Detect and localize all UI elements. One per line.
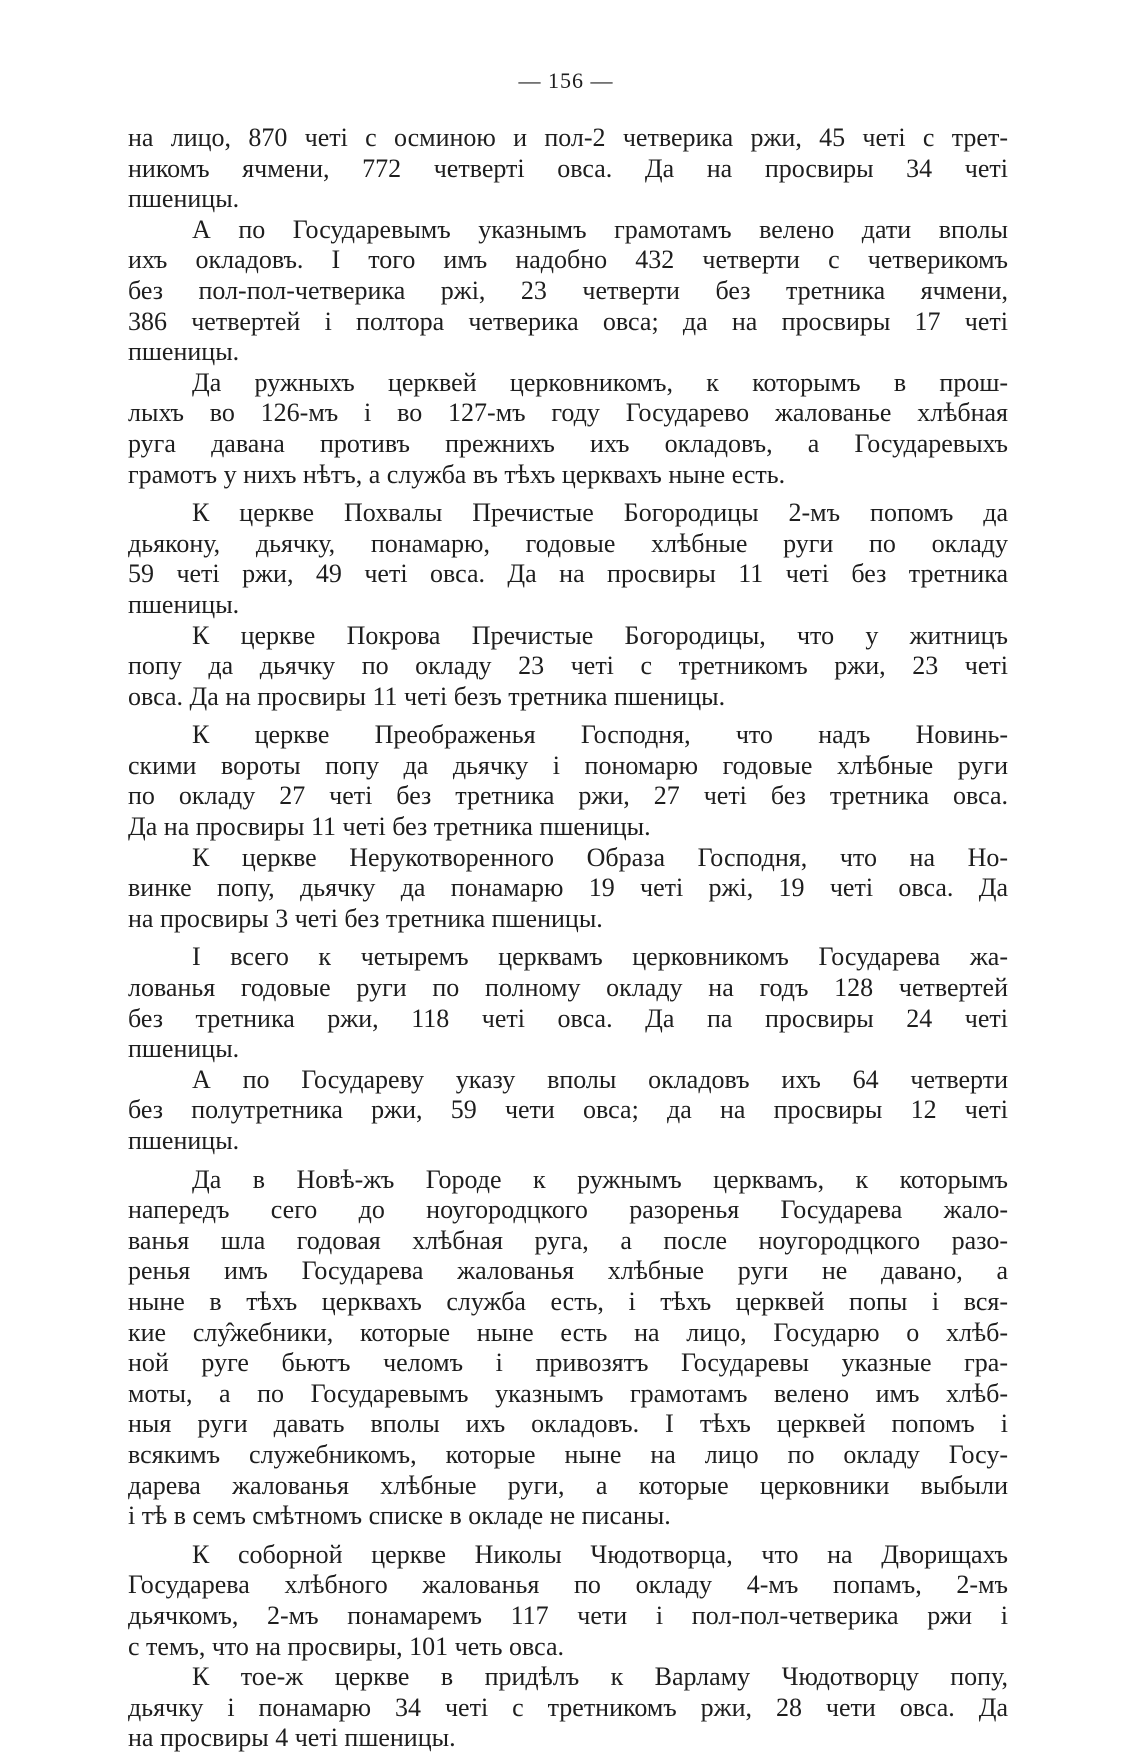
text-line: К церкве Нерукотворенного Образа Господня, что на Но-	[192, 842, 1008, 872]
text-line: К церкве Покрова Пречистые Богородицы, что у житницъ	[192, 620, 1008, 650]
text-line: К церкве Преображенья Господня, что надъ Новинь-	[192, 720, 1008, 750]
text-line: ванья шла годовая хлѣбная руга, а после ноугородцкого разо-	[128, 1225, 1008, 1255]
text-line: К соборной церкве Николы Чюдотворца, что на Дворищахъ	[192, 1539, 1008, 1569]
text-line: І всего к четыремъ церквамъ церковникомъ Государева жа-	[192, 942, 1008, 972]
text-line: пшеницы.	[128, 337, 240, 367]
text-line: ныне в тѣхъ церквахъ служба есть, і тѣхъ церквей попы і вся-	[128, 1286, 1008, 1316]
page-number: — 156 —	[518, 68, 614, 93]
text-line: всякимъ служебникомъ, которые ныне на лицо по окладу Госу-	[128, 1439, 1008, 1469]
paragraph	[128, 215, 1008, 368]
text-line: попу да дьячку по окладу 23 четі с третникомъ ржи, 23 четі	[128, 651, 1008, 681]
text-line: без третника ржи, 118 четі овса. Да па просвиры 24 четі	[128, 1003, 1008, 1033]
text-line: напередъ сего до ноугородцкого разоренья Государева жало-	[128, 1195, 1008, 1225]
text-line: К церкве Похвалы Пречистые Богородицы 2-мъ попомъ да	[192, 498, 1008, 528]
paragraph	[128, 498, 1008, 620]
page-text	[128, 123, 1008, 1754]
text-line: А по Государеву указу вполы окладовъ ихъ 64 четверти	[192, 1064, 1008, 1094]
text-line: пшеницы.	[128, 1034, 240, 1064]
text-line: на просвиры 4 четі пшеницы.	[128, 1723, 456, 1753]
text-line: дьячкомъ, 2-мъ понамаремъ 117 чети і пол-пол-четверика ржи і	[128, 1600, 1008, 1630]
text-line: Да ружныхъ церквей церковникомъ, к которымъ в прош-	[192, 367, 1008, 397]
paragraph	[128, 843, 1008, 935]
text-line: лованья годовые руги по полному окладу на годъ 128 четвертей	[128, 973, 1008, 1003]
text-line: ной руге бьютъ челомъ і привозятъ Государевы указные гра-	[128, 1348, 1008, 1378]
paragraph	[128, 1165, 1008, 1532]
text-line: грамотъ у нихъ нѣтъ, а служба въ тѣхъ церквахъ ныне есть.	[128, 459, 786, 489]
text-line: никомъ ячмени, 772 четверті овса. Да на просвиры 34 четі	[128, 153, 1008, 183]
text-line: винке попу, дьячку да понамарю 19 четі ржі, 19 четі овса. Да	[128, 873, 1008, 903]
text-line: 386 четвертей і полтора четверика овса; да на просвиры 17 четі	[128, 306, 1008, 336]
text-line: пшеницы.	[128, 1126, 240, 1155]
paragraph	[128, 942, 1008, 1064]
text-line: пшеницы.	[128, 184, 240, 214]
text-line: і тѣ в семъ смѣтномъ списке в окладе не писаны.	[128, 1501, 671, 1531]
text-line: К тое-ж церкве в придѣлъ к Варламу Чюдотворцу попу,	[192, 1662, 1008, 1692]
text-line: по окладу 27 четі без третника ржи, 27 четі без третника овса.	[128, 781, 1008, 811]
text-line: дьячку і понамарю 34 четі с третникомъ ржи, 28 чети овса. Да	[128, 1692, 1008, 1722]
text-line: Государева хлѣбного жалованья по окладу 4-мъ попамъ, 2-мъ	[128, 1570, 1008, 1600]
paragraph	[128, 621, 1008, 713]
text-line: пшеницы.	[128, 589, 240, 619]
text-line: моты, а по Государевымъ указнымъ грамотамъ велено имъ хлѣб-	[128, 1378, 1008, 1408]
text-line: руга давана противъ прежнихъ ихъ окладовъ, а Государевыхъ	[128, 428, 1008, 458]
text-line: овса. Да на просвиры 11 четі безъ третника пшеницы.	[128, 681, 726, 711]
text-line: 59 четі ржи, 49 четі овса. Да на просвиры 11 четі без третника	[128, 559, 1008, 589]
text-line: с темъ, что на просвиры, 101 четь овса.	[128, 1631, 565, 1661]
text-line: дьякону, дьячку, понамарю, годовые хлѣбные руги по окладу	[128, 528, 1008, 558]
text-line: ныя руги давать вполы ихъ окладовъ. І тѣхъ церквей попомъ і	[128, 1409, 1008, 1439]
text-line: ренья имъ Государева жалованья хлѣбные руги не давано, а	[128, 1256, 1008, 1286]
text-line: дарева жалованья хлѣбные руги, а которые церковники выбыли	[128, 1470, 1008, 1500]
paragraph	[128, 1662, 1008, 1754]
text-line: А по Государевымъ указнымъ грамотамъ велено дати вполы	[192, 214, 1008, 244]
paragraph	[128, 1065, 1008, 1157]
paragraph	[128, 368, 1008, 490]
paragraph	[128, 123, 1008, 215]
text-line: без пол-пол-четверика ржі, 23 четверти без третника ячмени,	[128, 275, 1008, 305]
text-line: ихъ окладовъ. І того имъ надобно 432 четверти с четверикомъ	[128, 245, 1008, 275]
paragraph	[128, 1540, 1008, 1662]
text-line: без полутретника ржи, 59 чети овса; да на просвиры 12 четі	[128, 1095, 1008, 1125]
text-line: кие слу̂жебники, которые ныне есть на лицо, Государю о хлѣб-	[128, 1317, 1008, 1347]
text-line: Да на просвиры 11 четі без третника пшеницы.	[128, 812, 651, 842]
text-line: скими вороты попу да дьячку і пономарю годовые хлѣбные руги	[128, 750, 1008, 780]
paragraph	[128, 720, 1008, 842]
text-line: лыхъ во 126-мъ і во 127-мъ году Государево жалованье хлѣбная	[128, 398, 1008, 428]
text-line: Да в Новѣ-жъ Городе к ружнымъ церквамъ, к которымъ	[192, 1164, 1008, 1194]
text-line: на просвиры 3 четі без третника пшеницы.	[128, 903, 603, 933]
text-line: на лицо, 870 четі с осминою и пол-2 четверика ржи, 45 четі с трет-	[128, 123, 1008, 152]
